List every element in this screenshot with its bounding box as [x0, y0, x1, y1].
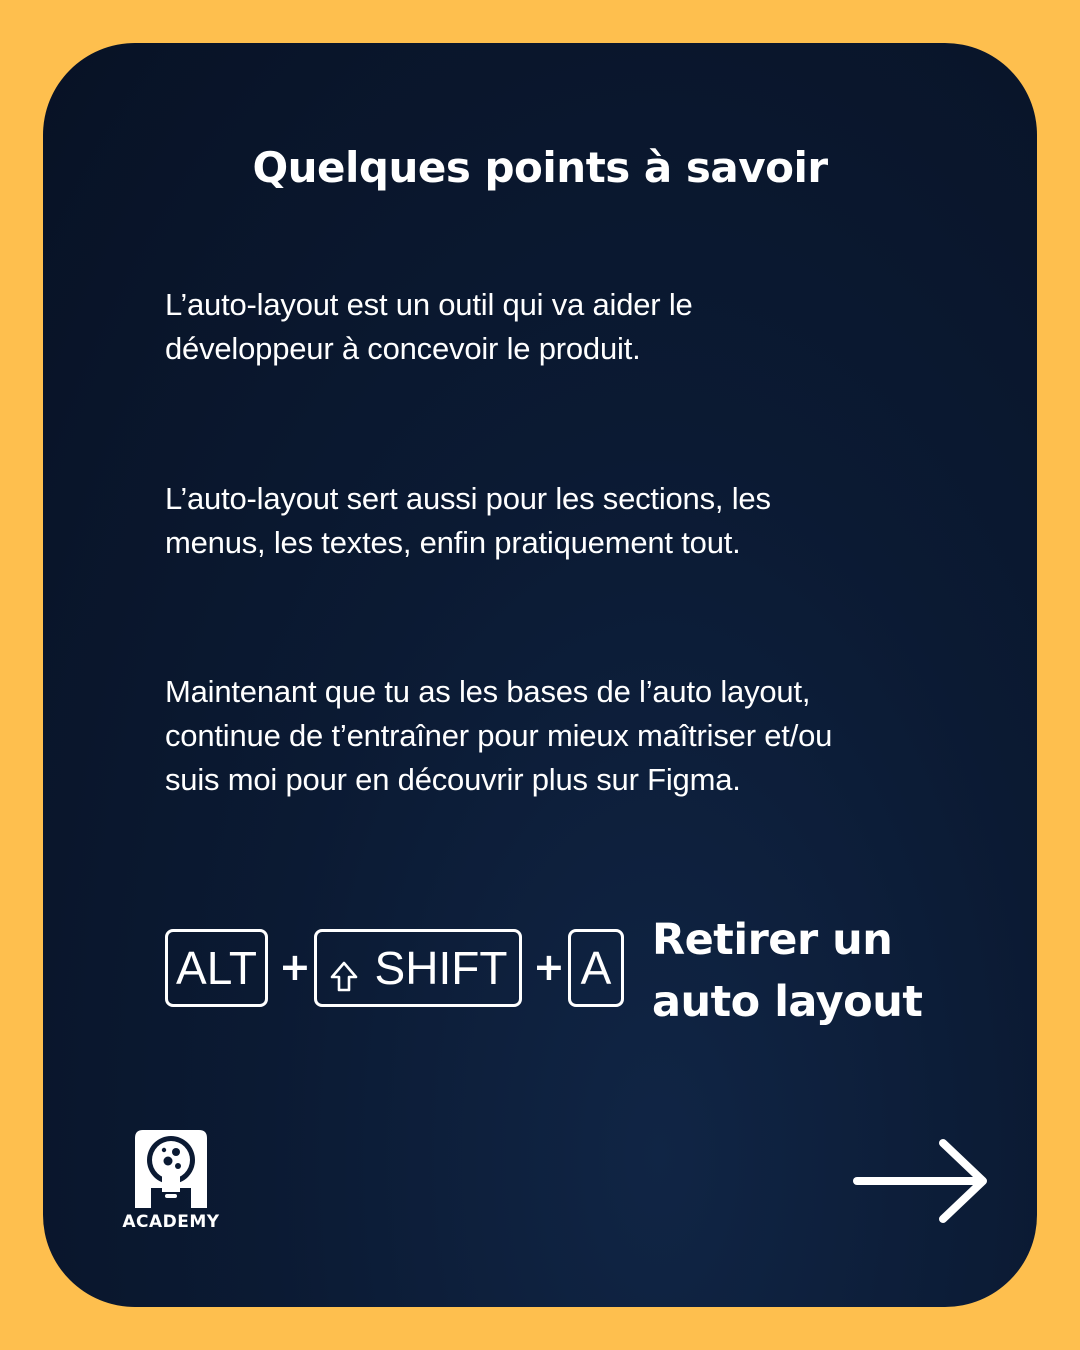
key-label: ALT [176, 942, 257, 994]
shift-arrow-icon [329, 951, 359, 985]
paragraph-line: L’auto-layout sert aussi pour les sections, les [165, 481, 771, 516]
paragraph-line: continue de t’entraîner pour mieux maîtriser et/ou [165, 718, 833, 753]
paragraph-line: suis moi pour en découvrir plus sur Figma. [165, 762, 741, 797]
shortcut-description [652, 909, 972, 1033]
key-shift [314, 929, 522, 1007]
paragraph-line: menus, les textes, enfin pratiquement tout. [165, 525, 741, 560]
content-card [43, 43, 1037, 1307]
paragraph-line: L’auto-layout est un outil qui va aider le [165, 287, 693, 322]
academy-logo [119, 1128, 223, 1238]
next-arrow-button[interactable] [851, 1133, 991, 1229]
page-title: Quelques points à savoir [252, 143, 828, 192]
shortcut-description-line: Retirer un [652, 915, 893, 965]
key-a [568, 929, 624, 1007]
shortcut-description-line: auto layout [652, 977, 923, 1027]
plus-separator: + [279, 945, 311, 989]
paragraph-auto-layout-tool [165, 283, 935, 371]
key-alt [165, 929, 268, 1007]
brand-name: ACADEMY [122, 1212, 220, 1232]
lightbulb-logo-icon [131, 1128, 211, 1210]
paragraph-auto-layout-uses [165, 477, 935, 565]
paragraph-line: développeur à concevoir le produit. [165, 331, 641, 366]
plus-separator: + [533, 945, 565, 989]
key-label: SHIFT [374, 942, 508, 994]
paragraph-line: Maintenant que tu as les bases de l’auto layout, [165, 674, 811, 709]
paragraph-next-steps [165, 670, 935, 802]
arrow-right-icon [851, 1133, 991, 1229]
key-label: A [580, 942, 612, 994]
